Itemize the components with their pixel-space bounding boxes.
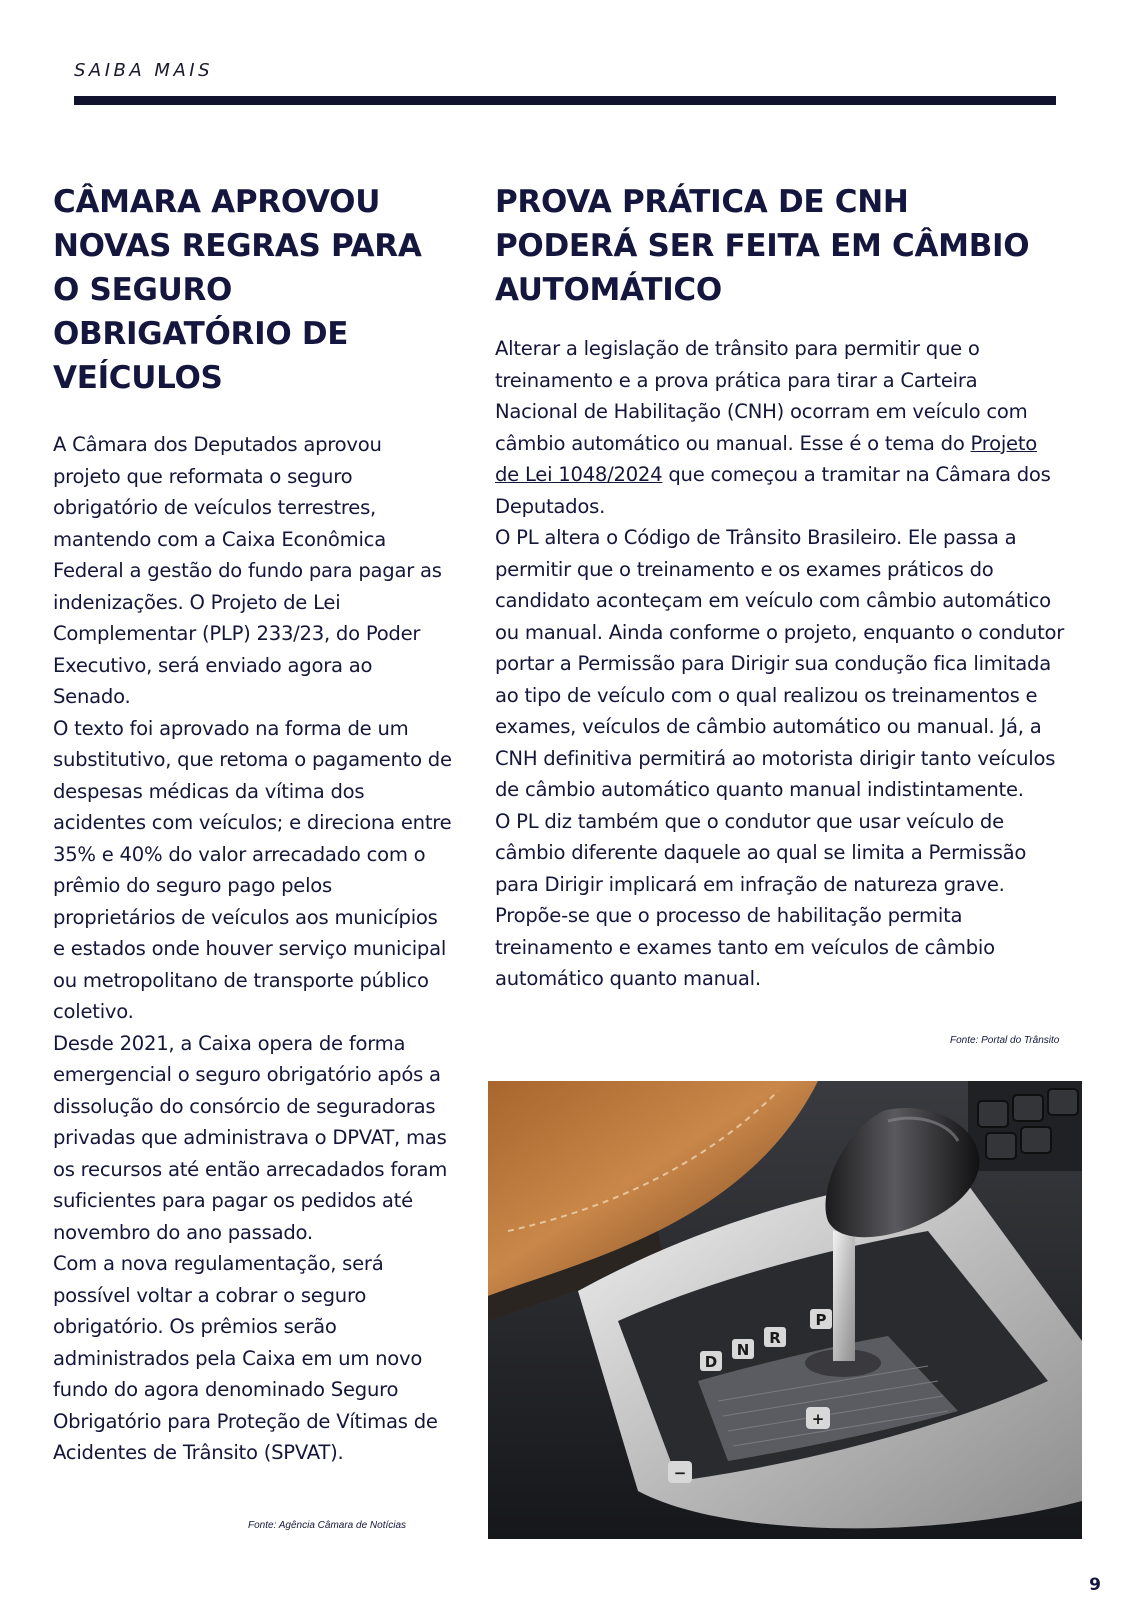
gear-label-d: D [704, 1353, 718, 1371]
left-paragraph-4: Com a nova regulamentação, será possível voltar a cobrar o seguro obrigatório. Os prêmios serão administrados pela Caixa em um novo fundo do agora denominado Seguro Obrigatório para Proteção de Vítimas de Acidentes de Trânsito (SPVAT). [53, 1252, 438, 1464]
gear-label-minus: − [673, 1464, 687, 1482]
right-paragraph-1 [495, 333, 1065, 522]
left-paragraph-2: O texto foi aprovado na forma de um substitutivo, que retoma o pagamento de despesas médicas da vítima dos acidentes com veículos; e direciona entre 35% e 40% do valor arrecadado com o prêmio do seguro pago pelos proprietários de veículos aos municípios e estados onde houver serviço municipal ou metropolitano de transporte público coletivo. [53, 716, 452, 1023]
right-article-source: Fonte: Portal do Trânsito [950, 1035, 1060, 1046]
right-p1-text-before: Alterar a legislação de trânsito para permitir que o treinamento e a prova prática para tirar a Carteira Nacional de Habilitação (CNH) ocorram em veículo com câmbio automático ou manual. Esse é o tema do [495, 337, 1028, 455]
gear-shifter-photo [488, 1081, 1082, 1539]
header-rule [74, 96, 1056, 105]
right-article-body [495, 333, 1065, 995]
right-paragraph-2: O PL altera o Código de Trânsito Brasileiro. Ele passa a permitir que o treinamento e os exames práticos do candidato aconteçam em veículo com câmbio automático ou manual. Ainda conforme o projeto, enquanto o condutor portar a Permissão para Dirigir sua condução fica limitada ao tipo de veículo com o qual realizou os treinamentos e exames, veículos de câmbio automático ou manual. Já, a CNH definitiva permitirá ao motorista dirigir tanto veículos de câmbio automático quanto manual indistintamente. [495, 526, 1065, 801]
left-paragraph-3: Desde 2021, a Caixa opera de forma emergencial o seguro obrigatório após a dissolução do consórcio de seguradoras privadas que administrava o DPVAT, mas os recursos até então arrecadados foram suficientes para pagar os pedidos até novembro do ano passado. [53, 1031, 448, 1244]
left-paragraph-1: A Câmara dos Deputados aprovou projeto que reformata o seguro obrigatório de veículos terrestres, mantendo com a Caixa Econômica Federal a gestão do fundo para pagar as indenizações. O Projeto de Lei Complementar (PLP) 233/23, do Poder Executivo, será enviado agora ao Senado. [53, 433, 442, 708]
left-article-headline: CÂMARA APROVOU NOVAS REGRAS PARA O SEGURO OBRIGATÓRIO DE VEÍCULOS [53, 184, 422, 396]
left-article-body [53, 429, 453, 1469]
gear-shifter-illustration [488, 1081, 1082, 1539]
page-number: 9 [1089, 1575, 1101, 1595]
left-article-source: Fonte: Agência Câmara de Notícias [248, 1520, 407, 1531]
gear-label-plus: + [811, 1410, 825, 1428]
right-paragraph-3: O PL diz também que o condutor que usar veículo de câmbio diferente daquele ao qual se limita a Permissão para Dirigir implicará em infração de natureza grave. Propõe-se que o processo de habilitação permita treinamento e exames tanto em veículos de câmbio automático quanto manual. [495, 809, 1027, 990]
gear-label-r: R [769, 1329, 781, 1347]
section-label: SAIBA MAIS [74, 60, 214, 81]
bill-link[interactable]: Projeto de Lei 1048/2024 [495, 431, 1038, 486]
right-p1-text-after: que começou a tramitar na Câmara dos Deputados. [495, 463, 1051, 518]
right-article-headline: PROVA PRÁTICA DE CNH PODERÁ SER FEITA EM CÂMBIO AUTOMÁTICO [495, 184, 1030, 308]
gear-label-n: N [736, 1341, 750, 1359]
gear-label-p: P [815, 1311, 827, 1329]
